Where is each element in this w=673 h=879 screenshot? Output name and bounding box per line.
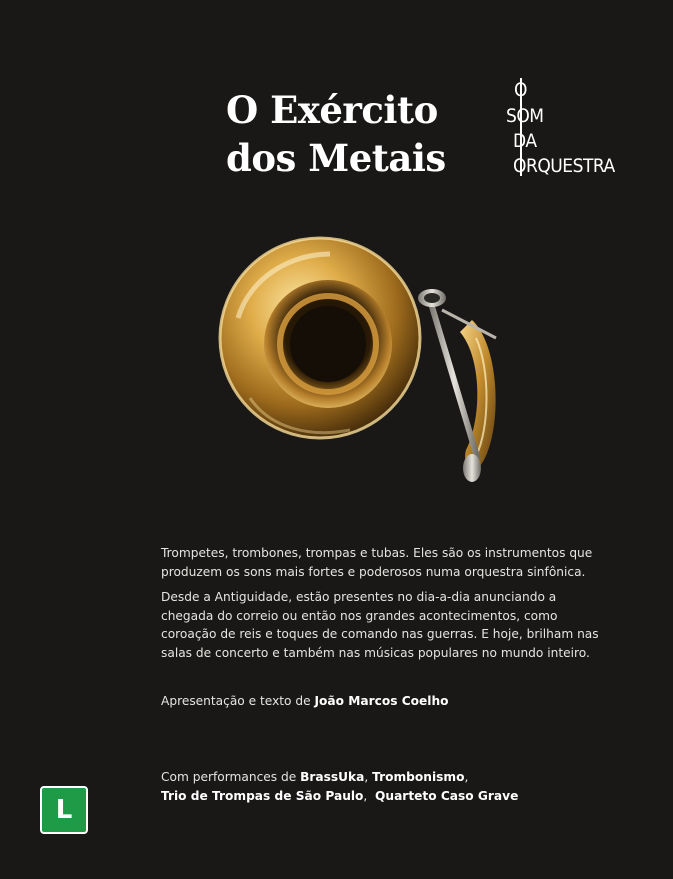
performances-prefix: Com performances de <box>161 770 301 784</box>
author-credit <box>161 692 601 711</box>
performer-separator-1: , <box>364 770 373 784</box>
page-title <box>226 86 486 182</box>
performer-trombonismo: Trombonismo <box>372 770 465 784</box>
logo-word-orquestra: ORQUESTRA <box>513 155 615 177</box>
series-logo <box>498 76 638 180</box>
performances-credit <box>161 768 601 805</box>
title-line-1: O Exército <box>226 88 438 132</box>
performer-brassuka: BrassUka <box>300 770 365 784</box>
trumpet-image <box>210 228 520 498</box>
intro-paragraph: Trompetes, trombones, trompas e tubas. Eles são os instrumentos que produzem os sons mais fortes e poderosos numa orquestra sinfônica. <box>161 546 593 579</box>
logo-word-da: DA <box>513 130 537 152</box>
performer-separator-2: , <box>464 770 469 784</box>
performer-trio-de-trompas: Trio de Trompas de São Paulo <box>161 788 364 803</box>
logo-word-o: O <box>514 79 527 101</box>
title-line-2: dos Metais <box>226 136 446 180</box>
performer-separator-3: , <box>363 788 376 803</box>
history-paragraph: Desde a Antiguidade, estão presentes no dia-a-dia anunciando a chegada do correio ou então nos grandes acontecimentos, como coroação de reis e toques de comando nas guerras. E hoje, brilham nas salas de concerto e também nas músicas populares no mundo inteiro. <box>161 590 599 660</box>
logo-word-som: SOM <box>506 105 544 127</box>
age-rating-badge: L <box>40 786 88 834</box>
credit-prefix: Apresentação e texto de <box>161 694 315 708</box>
performer-quarteto-caso-grave: Quarteto Caso Grave <box>375 788 519 803</box>
author-name: João Marcos Coelho <box>314 694 449 708</box>
